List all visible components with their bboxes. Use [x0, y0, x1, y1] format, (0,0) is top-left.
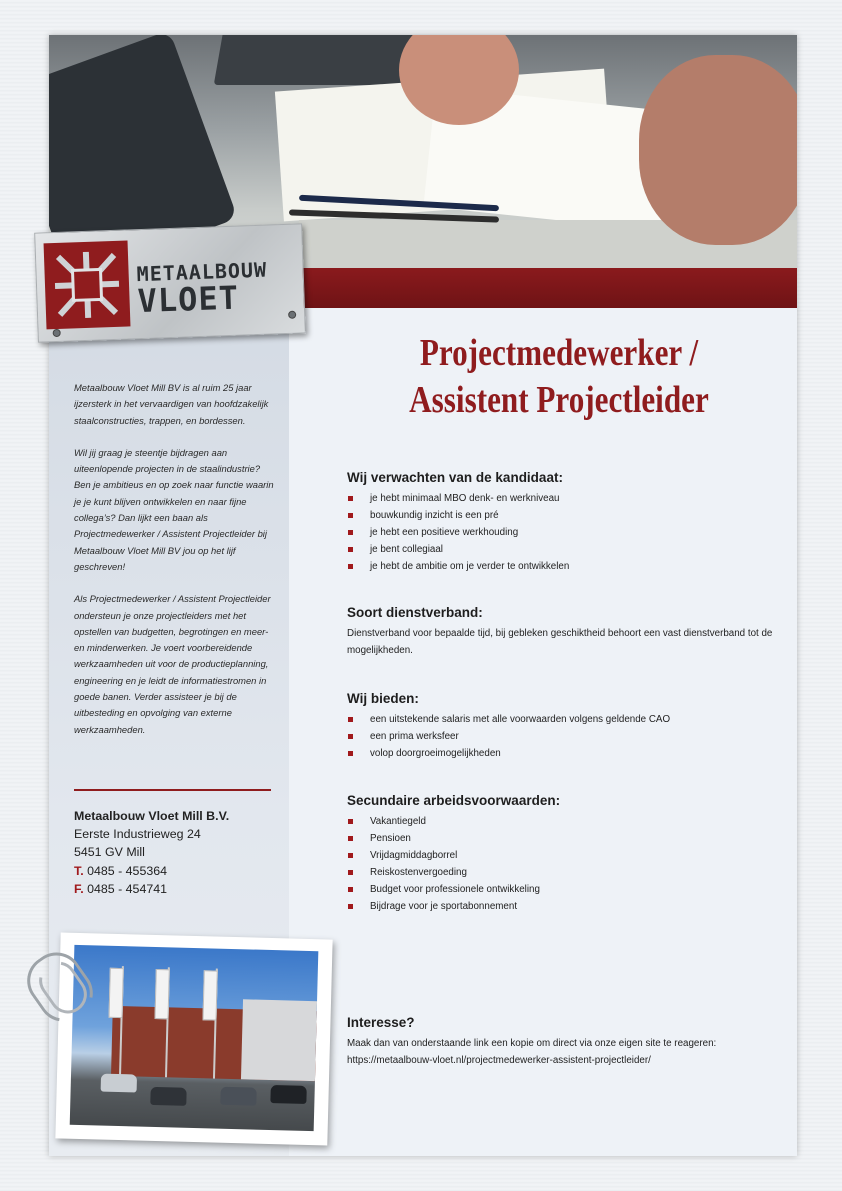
job-title-line1: Projectmedewerker / [419, 332, 699, 374]
list-item: volop doorgroeimogelijkheden [347, 745, 777, 762]
section-heading: Interesse? [347, 1015, 415, 1030]
bullet-icon [348, 547, 353, 552]
intro-paragraph: Als Projectmedewerker / Assistent Projectleider ondersteun je onze projectleiders met het opstellen van budgetten, begrotingen en meer- en minderwerken. Je voert voorbereidende werkzaamheden uit voor de productieplanning, engineering en je leidt de informatiestromen in goede banen. Verder assisteer je bij de uitbesteding en opvolging van externe werkzaamheden. [74, 593, 271, 735]
list-item: je hebt de ambitie om je verder te ontwikkelen [347, 558, 777, 575]
list-item: een prima werksfeer [347, 728, 777, 745]
bullet-icon [348, 904, 353, 909]
interest-text: Maak dan van onderstaande link een kopie om direct via onze eigen site te reageren: [347, 1038, 717, 1049]
intro-text [74, 380, 274, 754]
fax-number: 0485 - 454741 [83, 881, 168, 896]
logo-text-line1: METAALBOUW [136, 257, 268, 287]
screw-icon [288, 311, 296, 319]
bullet-icon [348, 496, 353, 501]
list-item: Reiskostenvergoeding [347, 864, 777, 881]
list-item: je bent collegiaal [347, 541, 777, 558]
section-expectations [347, 470, 777, 575]
bullet-icon [348, 887, 353, 892]
bullet-icon [348, 836, 353, 841]
company-name: Metaalbouw Vloet Mill B.V. [74, 809, 230, 823]
logo-text-line2: VLOET [136, 278, 240, 321]
list-item: Bijdrage voor je sportabonnement [347, 898, 777, 915]
list-item: Vakantiegeld [347, 813, 777, 830]
bullet-icon [348, 819, 353, 824]
list-item: Vrijdagmiddagborrel [347, 847, 777, 864]
section-employment [347, 605, 777, 660]
bullet-icon [348, 853, 353, 858]
screw-icon [53, 329, 61, 337]
contact-block [74, 807, 229, 898]
bullet-icon [348, 530, 353, 535]
list-item: je hebt een positieve werkhouding [347, 524, 777, 541]
intro-paragraph: Metaalbouw Vloet Mill BV is al ruim 25 jaar ijzersterk in het vervaardigen van hoofdzakelijk staalconstructies, trappen, en bordessen. [74, 382, 269, 426]
intro-paragraph: Wil jij graag je steentje bijdragen aan uiteenlopende projecten in de staalindustrie? Ben je ambitieus en op zoek naar functie waarin je je kunt blijven ontwikkelen en naar fijne collega’s? Dan lijkt een baan als Projectmedewerker / Assistent Projectleider bij Metaalbouw Vloet Mill BV jou op het lijf geschreven! [74, 446, 274, 572]
bullet-icon [348, 734, 353, 739]
section-heading: Soort dienstverband: [347, 605, 483, 620]
application-link[interactable]: https://metaalbouw-vloet.nl/projectmedewerker-assistent-projectleider/ [347, 1055, 651, 1067]
logo-mark-icon [44, 240, 131, 329]
list-item: een uitstekende salaris met alle voorwaarden volgens geldende CAO [347, 711, 777, 728]
section-heading: Secundaire arbeidsvoorwaarden: [347, 793, 561, 808]
phone-number: 0485 - 455364 [83, 863, 168, 878]
divider [74, 789, 271, 791]
bullet-icon [348, 717, 353, 722]
phone-label: T. [74, 863, 84, 878]
phone-line [74, 862, 229, 880]
section-heading: Wij bieden: [347, 691, 419, 706]
section-offer [347, 691, 777, 762]
company-logo [34, 223, 306, 342]
section-heading: Wij verwachten van de kandidaat: [347, 470, 563, 485]
section-interest [347, 1015, 777, 1070]
bullet-icon [348, 870, 353, 875]
list-item: je hebt minimaal MBO denk- en werkniveau [347, 490, 777, 507]
building-photo [55, 932, 332, 1145]
fax-line [74, 880, 229, 898]
address-city: 5451 GV Mill [74, 845, 145, 860]
employment-text: Dienstverband voor bepaalde tijd, bij gebleken geschiktheid behoort een vast dienstverband tot de mogelijkheden. [347, 628, 773, 657]
job-title-line2: Assistent Projectleider [409, 379, 709, 421]
address-street: Eerste Industrieweg 24 [74, 827, 201, 842]
bullet-icon [348, 513, 353, 518]
fax-label: F. [74, 881, 84, 896]
section-secondary [347, 793, 777, 915]
bullet-icon [348, 564, 353, 569]
list-item: bouwkundig inzicht is een pré [347, 507, 777, 524]
bullet-icon [348, 751, 353, 756]
job-title [375, 330, 744, 424]
list-item: Budget voor professionele ontwikkeling [347, 881, 777, 898]
list-item: Pensioen [347, 830, 777, 847]
